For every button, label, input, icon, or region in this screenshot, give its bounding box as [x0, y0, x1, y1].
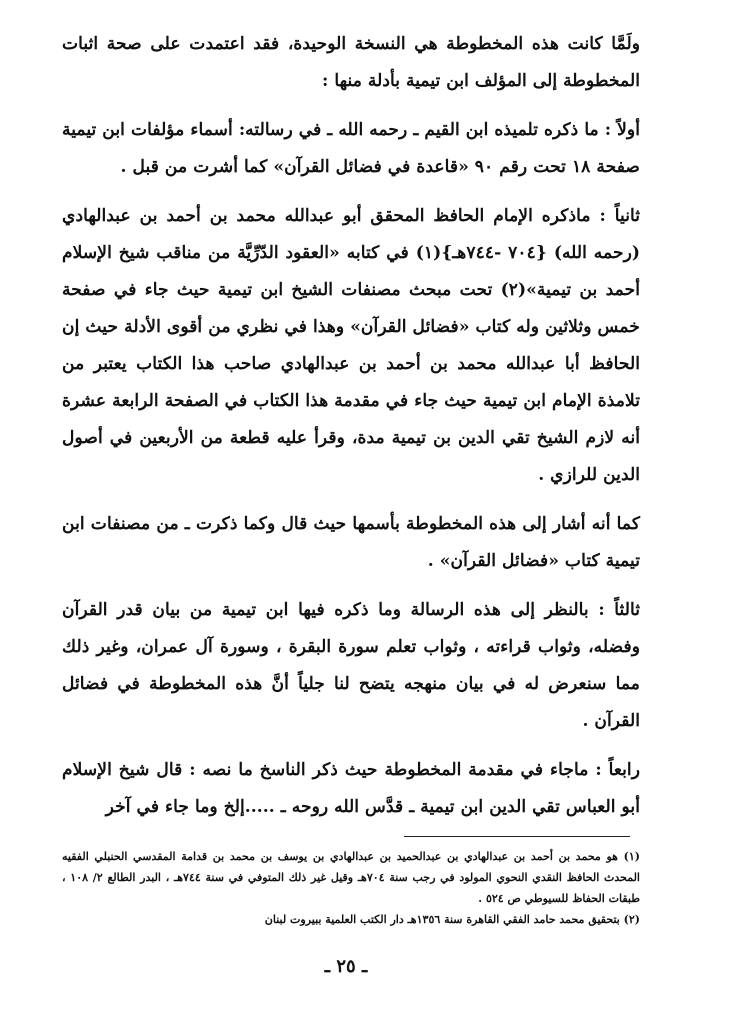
- paragraph-first-evidence: أولاً : ما ذكره تلميذه ابن القيم ـ رحمه الله ـ في رسالته: أسماء مؤلفات ابن تيمية صفحة ١٨ تحت رقم ٩٠ «قاعدة في فضائل القرآن» كما أشرت من قبل .: [62, 120, 640, 177]
- page-number: ـ ٢٥ ـ: [324, 956, 368, 977]
- footnote-1: (١) هو محمد بن أحمد بن عبدالهادي بن عبدالحميد بن عبدالهادي بن يوسف بن محمد بن قدامة المقدسي الحنبلي الفقيه المحدث الحافظ النقدي النحوي المولود في رجب سنة ٧٠٤هـ وقيل غير ذلك المتوفي في سنة ٧٤٤هـ ، البدر الطالع ٢/ ١٠٨ ، طبقات الحفاظ للسيوطي ص ٥٢٤ .: [62, 850, 640, 905]
- paragraph-third-evidence: ثالثاً : بالنظر إلى هذه الرسالة وما ذكره فيها ابن تيمية من بيان قدر القرآن وفضله، وثواب قراءته ، وثواب تعلم سورة البقرة ، وسورة آل عمران، وغير ذلك مما سنعرض له في بيان منهجه يتضح لنا جلياً أنَّ هذه المخطوطة في فضائل القرآن .: [62, 600, 640, 731]
- footnote-divider: [404, 836, 630, 837]
- paragraph-intro: ولَمَّا كانت هذه المخطوطة هي النسخة الوحيدة، فقد اعتمدت على صحة اثبات المخطوطة إلى المؤلف ابن تيمية بأدلة منها :: [62, 34, 640, 91]
- main-text: [62, 26, 640, 838]
- paragraph-fourth-evidence: رابعاً : ماجاء في مقدمة المخطوطة حيث ذكر الناسخ ما نصه : قال شيخ الإسلام أبو العباس تقي الدين ابن تيمية ـ قدَّس الله روحه ـ .....إلخ وما جاء في آخر: [62, 760, 640, 817]
- paragraph-manuscript-name: كما أنه أشار إلى هذه المخطوطة بأسمها حيث قال وكما ذكرت ـ من مصنفات ابن تيمية كتاب «فضائل القرآن» .: [62, 514, 640, 571]
- footnote-2: (٢) بتحقيق محمد حامد الفقي القاهرة سنة ١٣٥٦هـ دار الكتب العلمية ببيروت لبنان: [264, 913, 640, 926]
- footnotes: [62, 846, 640, 930]
- paragraph-second-evidence: ثانياً : ماذكره الإمام الحافظ المحقق أبو عبدالله محمد بن أحمد بن عبدالهادي (رحمه الله) {٧٠٤ -٧٤٤هـ}(١) في كتابه «العقود الدّرِّيَّة من مناقب شيخ الإسلام أحمد بن تيمية»(٢) تحت مبحث مصنفات الشيخ ابن تيمية حيث جاء في صفحة خمس وثلاثين وله كتاب «فضائل القرآن» وهذا في نظري من أقوى الأدلة حيث إن الحافظ أبا عبدالله محمد بن أحمد بن عبدالهادي صاحب هذا الكتاب يعتبر من تلامذة الإمام ابن تيمية حيث جاء في مقدمة هذا الكتاب في الصفحة الرابعة عشرة أنه لازم الشيخ تقي الدين بن تيمية مدة، وقرأ عليه قطعة من الأربعين في أصول الدين للرازي .: [62, 206, 640, 485]
